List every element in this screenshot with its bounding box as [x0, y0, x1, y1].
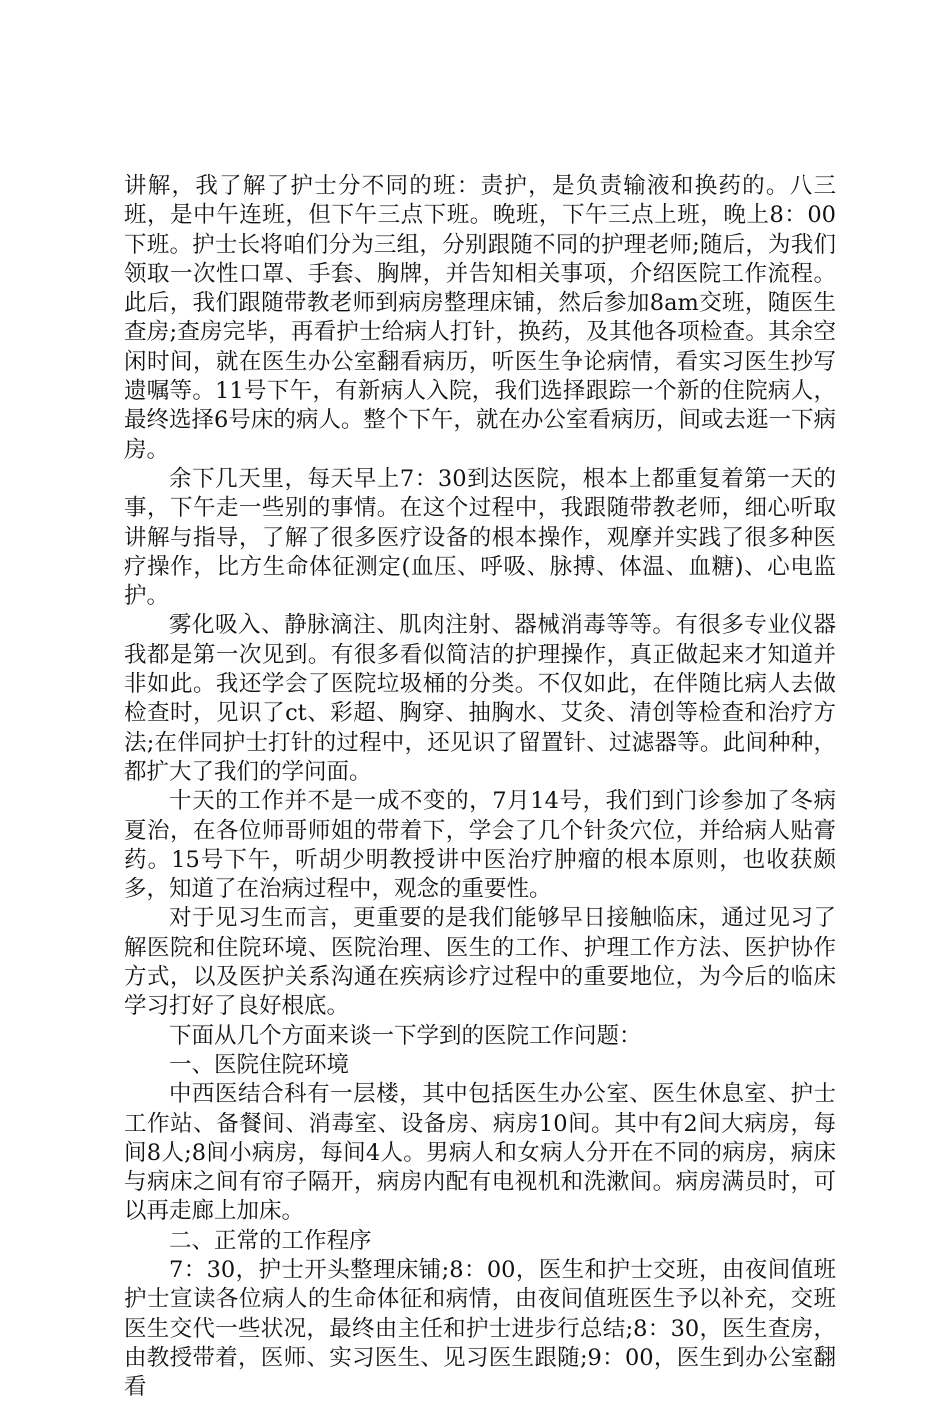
section-heading-2: 二、正常的工作程序 [169, 1227, 372, 1254]
paragraph-4: 十天的工作并不是一成不变的，7月14号，我们到门诊参加了冬病夏治，在各位师哥师姐的带着下，学会了几个针灸穴位，并给病人贴膏药。15号下午，听胡少明教授讲中医治疗肿瘤的根本原则，也收获颇多，知道了在治病过程中，观念的重要性。 [124, 788, 836, 903]
paragraph-8: 7：30，护士开头整理床铺;8：00，医生和护士交班，由夜间值班护士宣读各位病人的生命体征和病情，由夜间值班医生予以补充，交班医生交代一些状况，最终由主任和护士进步行总结;8：30，医生查房，由教授带着，医师、实习医生、见习医生跟随;9：00，医生到办公室翻看 [124, 1256, 836, 1401]
document-body [124, 172, 836, 1402]
section-heading-1: 一、医院住院环境 [169, 1051, 350, 1078]
paragraph-2: 余下几天里，每天早上7：30到达医院，根本上都重复着第一天的事，下午走一些别的事情。在这个过程中，我跟随带教老师，细心听取讲解与指导，了解了很多医疗设备的根本操作，观摩并实践了很多种医疗操作，比方生命体征测定(血压、呼吸、脉搏、体温、血糖)、心电监护。 [124, 465, 836, 610]
paragraph-3: 雾化吸入、静脉滴注、肌肉注射、器械消毒等等。有很多专业仪器我都是第一次见到。有很多看似简洁的护理操作，真正做起来才知道并非如此。我还学会了医院垃圾桶的分类。不仅如此，在伴随比病人去做检查时，见识了ct、彩超、胸穿、抽胸水、艾灸、清创等检查和治疗方法;在伴同护士打针的过程中，还见识了留置针、过滤器等。此间种种，都扩大了我们的学问面。 [124, 612, 836, 785]
paragraph-7: 中西医结合科有一层楼，其中包括医生办公室、医生休息室、护士工作站、备餐间、消毒室、设备房、病房10间。其中有2间大病房，每间8人;8间小病房，每间4人。男病人和女病人分开在不同的病房，病床与病床之间有帘子隔开，病房内配有电视机和洗漱间。病房满员时，可以再走廊上加床。 [124, 1081, 836, 1225]
paragraph-6: 下面从几个方面来谈一下学到的医院工作问题： [169, 1022, 642, 1049]
paragraph-1: 讲解，我了解了护士分不同的班：责护，是负责输液和换药的。八三班，是中午连班，但下午三点下班。晚班，下午三点上班，晚上8：00下班。护士长将咱们分为三组，分别跟随不同的护理老师;随后，为我们领取一次性口罩、手套、胸牌，并告知相关事项，介绍医院工作流程。此后，我们跟随带教老师到病房整理床铺，然后参加8am交班，随医生查房;查房完毕，再看护士给病人打针，换药，及其他各项检查。其余空闲时间，就在医生办公室翻看病历，听医生争论病情，看实习医生抄写遗嘱等。11号下午，有新病人入院，我们选择跟踪一个新的住院病人，最终选择6号床的病人。整个下午，就在办公室看病历，间或去逛一下病房。 [124, 173, 836, 463]
paragraph-5: 对于见习生而言，更重要的是我们能够早日接触临床，通过见习了解医院和住院环境、医院治理、医生的工作、护理工作方法、医护协作方式，以及医护关系沟通在疾病诊疗过程中的重要地位，为今后的临床学习打好了良好根底。 [124, 905, 836, 1020]
